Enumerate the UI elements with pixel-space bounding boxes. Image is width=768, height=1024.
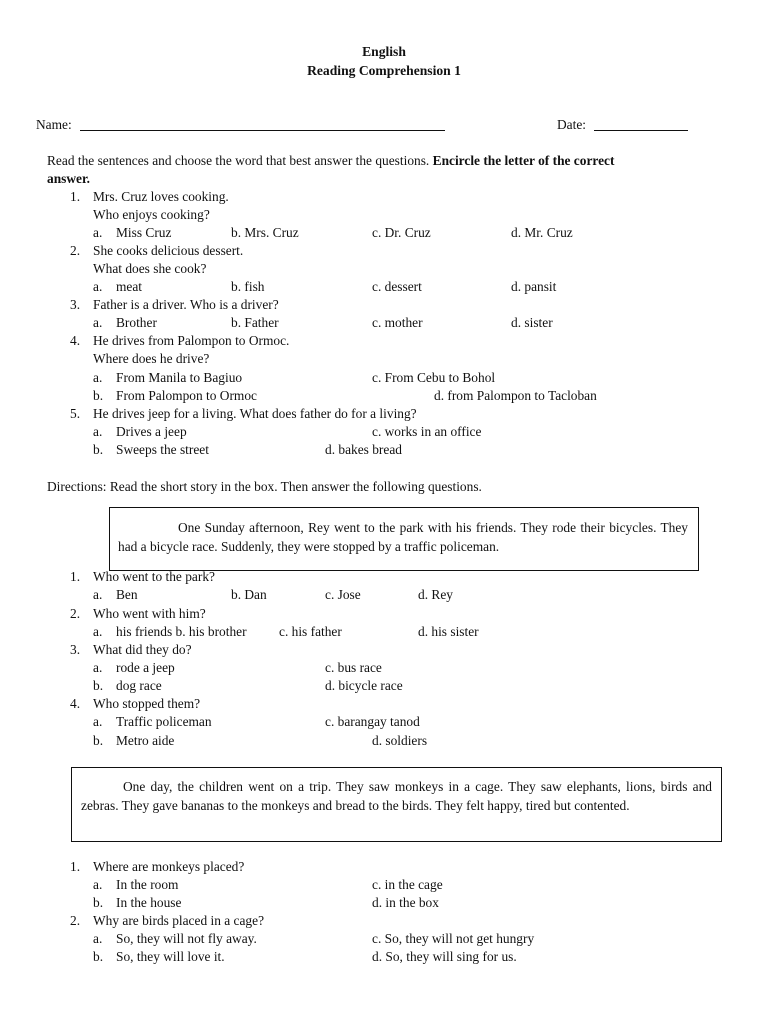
option: c. From Cebu to Bohol bbox=[372, 370, 496, 385]
option: d. pansit bbox=[511, 279, 557, 294]
option: c. mother bbox=[372, 315, 423, 330]
option: d. bicycle race bbox=[325, 678, 403, 693]
option-letter: b. bbox=[93, 388, 104, 403]
option: c. Jose bbox=[325, 587, 361, 602]
option-text: In the room bbox=[116, 877, 179, 892]
option: d. in the box bbox=[372, 895, 439, 910]
option: c. barangay tanod bbox=[325, 714, 420, 729]
question-text: Who stopped them? bbox=[93, 696, 201, 711]
option: d. Mr. Cruz bbox=[511, 225, 573, 240]
option: d. So, they will sing for us. bbox=[372, 949, 517, 964]
question-text: Where does he drive? bbox=[93, 351, 210, 366]
option-letter: b. bbox=[93, 949, 104, 964]
question-number: 4. bbox=[70, 696, 81, 711]
option-letter: a. bbox=[93, 315, 103, 330]
option: d. from Palompon to Tacloban bbox=[434, 388, 597, 403]
subject-title: English bbox=[362, 44, 406, 59]
option-letter: a. bbox=[93, 424, 103, 439]
question-number: 3. bbox=[70, 642, 81, 657]
question-number: 2. bbox=[70, 243, 81, 258]
question-number: 5. bbox=[70, 406, 81, 421]
option-letter: a. bbox=[93, 877, 103, 892]
question-text: Who went with him? bbox=[93, 606, 206, 621]
date-line bbox=[594, 130, 688, 131]
option-text: In the house bbox=[116, 895, 182, 910]
option-letter: b. bbox=[93, 895, 104, 910]
question-text: Why are birds placed in a cage? bbox=[93, 913, 265, 928]
option-text: Traffic policeman bbox=[116, 714, 212, 729]
date-label: Date: bbox=[557, 117, 586, 132]
option: b. Dan bbox=[231, 587, 267, 602]
question-text: Who enjoys cooking? bbox=[93, 207, 210, 222]
option: d. soldiers bbox=[372, 733, 428, 748]
option-text: So, they will not fly away. bbox=[116, 931, 257, 946]
option-text: Ben bbox=[116, 587, 138, 602]
question-text: Father is a driver. Who is a driver? bbox=[93, 297, 279, 312]
option: c. his father bbox=[279, 624, 342, 639]
option-text: Drives a jeep bbox=[116, 424, 187, 439]
question-text: What does she cook? bbox=[93, 261, 207, 276]
question-text: Mrs. Cruz loves cooking. bbox=[93, 189, 229, 204]
option: d. Rey bbox=[418, 587, 453, 602]
option-text: dog race bbox=[116, 678, 162, 693]
option: b. Mrs. Cruz bbox=[231, 225, 299, 240]
question-text: Who went to the park? bbox=[93, 569, 215, 584]
option: b. fish bbox=[231, 279, 265, 294]
option-text: his friends b. his brother bbox=[116, 624, 247, 639]
option: c. in the cage bbox=[372, 877, 443, 892]
question-text: He drives from Palompon to Ormoc. bbox=[93, 333, 290, 348]
option: c. So, they will not get hungry bbox=[372, 931, 535, 946]
option-letter: b. bbox=[93, 442, 104, 457]
name-line bbox=[80, 130, 445, 131]
option: d. sister bbox=[511, 315, 553, 330]
option: d. his sister bbox=[418, 624, 479, 639]
question-number: 2. bbox=[70, 606, 81, 621]
option-letter: a. bbox=[93, 931, 103, 946]
question-text: She cooks delicious dessert. bbox=[93, 243, 244, 258]
option: c. bus race bbox=[325, 660, 382, 675]
option: c. Dr. Cruz bbox=[372, 225, 431, 240]
question-text: He drives jeep for a living. What does father do for a living? bbox=[93, 406, 417, 421]
option-letter: a. bbox=[93, 660, 103, 675]
instructions: Read the sentences and choose the word that best answer the questions. Encircle the letter of the correct bbox=[47, 153, 615, 168]
question-number: 2. bbox=[70, 913, 81, 928]
story-text: One Sunday afternoon, Rey went to the park with his friends. They rode their bicycles. They had a bicycle race. Suddenly, they were stopped by a traffic policeman. bbox=[118, 520, 688, 554]
name-label: Name: bbox=[36, 117, 72, 132]
option-text: From Palompon to Ormoc bbox=[116, 388, 257, 403]
option-text: From Manila to Bagiuo bbox=[116, 370, 243, 385]
option-letter: a. bbox=[93, 714, 103, 729]
story-box bbox=[109, 507, 699, 571]
option-text: meat bbox=[116, 279, 143, 294]
option-text: So, they will love it. bbox=[116, 949, 225, 964]
option-text: Brother bbox=[116, 315, 157, 330]
option-text: rode a jeep bbox=[116, 660, 175, 675]
option-text: Metro aide bbox=[116, 733, 175, 748]
question-number: 1. bbox=[70, 189, 81, 204]
question-number: 1. bbox=[70, 569, 81, 584]
option-letter: b. bbox=[93, 678, 104, 693]
question-number: 1. bbox=[70, 859, 81, 874]
story-box bbox=[71, 767, 722, 842]
option: b. Father bbox=[231, 315, 279, 330]
option-text: Sweeps the street bbox=[116, 442, 209, 457]
question-number: 3. bbox=[70, 297, 81, 312]
option-letter: a. bbox=[93, 624, 103, 639]
worksheet-title: Reading Comprehension 1 bbox=[307, 63, 461, 78]
option-letter: a. bbox=[93, 370, 103, 385]
option: c. dessert bbox=[372, 279, 422, 294]
question-text: Where are monkeys placed? bbox=[93, 859, 245, 874]
option-letter: b. bbox=[93, 733, 104, 748]
option: d. bakes bread bbox=[325, 442, 402, 457]
option-letter: a. bbox=[93, 225, 103, 240]
question-text: What did they do? bbox=[93, 642, 192, 657]
option-text: Miss Cruz bbox=[116, 225, 172, 240]
directions: Directions: Read the short story in the box. Then answer the following questions. bbox=[47, 479, 482, 494]
option-letter: a. bbox=[93, 279, 103, 294]
question-number: 4. bbox=[70, 333, 81, 348]
instructions-cont: answer. bbox=[47, 171, 91, 186]
option-letter: a. bbox=[93, 587, 103, 602]
option: c. works in an office bbox=[372, 424, 482, 439]
story-text: One day, the children went on a trip. They saw monkeys in a cage. They saw elephants, lions, birds and zebras. They gave bananas to the monkeys and bread to the birds. They felt happy, tired but contented. bbox=[81, 779, 712, 813]
